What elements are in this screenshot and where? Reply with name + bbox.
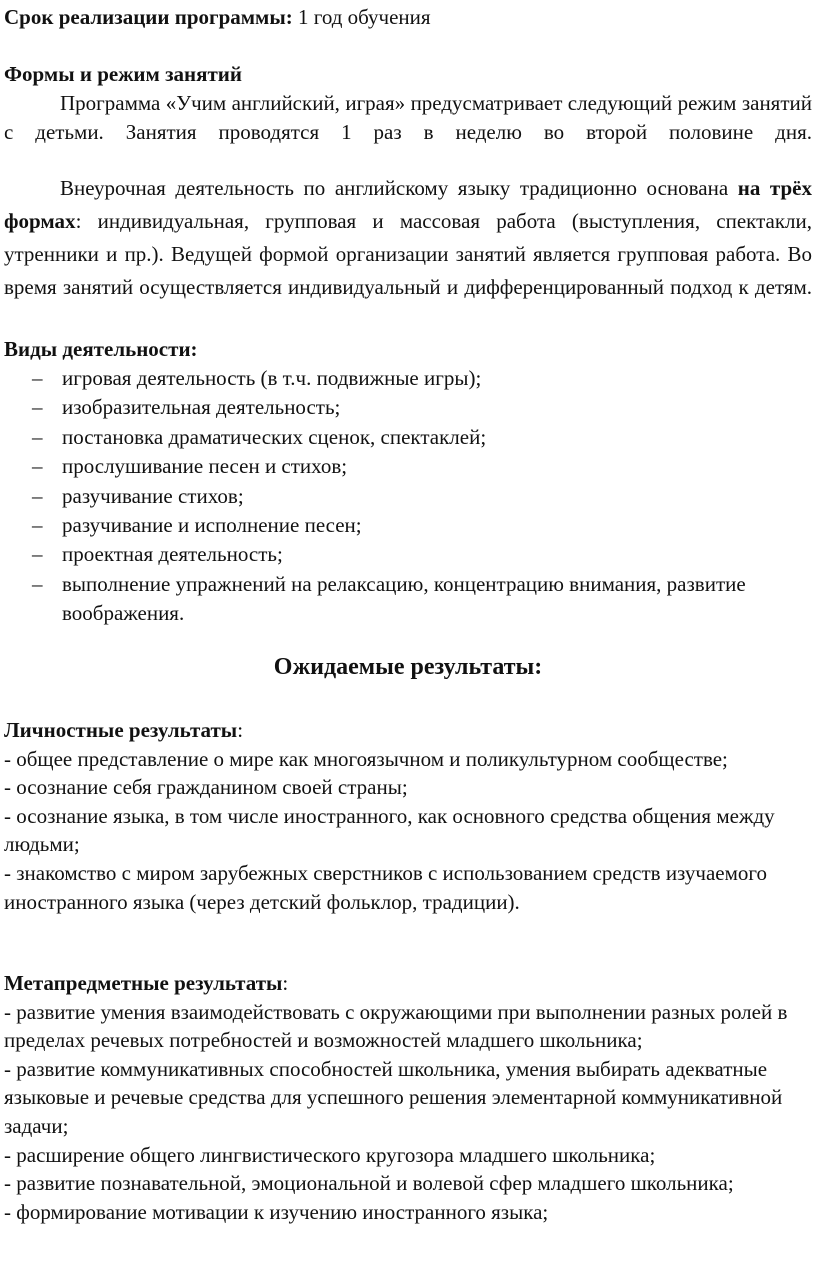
heading-colon: :	[282, 971, 289, 995]
extracurricular-paragraph	[4, 172, 812, 304]
dash-bullet-icon: –	[32, 571, 43, 596]
activity-item	[4, 423, 812, 452]
dash-bullet-icon: –	[32, 454, 43, 479]
personal-results-section	[4, 716, 812, 916]
activity-text: разучивание и исполнение песен;	[62, 513, 362, 538]
dash-bullet-icon: –	[32, 366, 43, 390]
meta-result-item: - развитие коммуникативных способностей школьника, умения выбирать адекватные языковые и речевые средства для успешного решения элементарной коммуникативной задачи;	[4, 1056, 783, 1138]
dash-bullet-icon: –	[32, 483, 43, 508]
personal-result-item: - осознание языка, в том числе иностранного, как основного средства общения между людьми;	[4, 803, 775, 857]
activity-item	[4, 540, 812, 569]
dash-bullet-icon: –	[32, 542, 43, 567]
expected-results-heading: Ожидаемые результаты:	[273, 654, 543, 680]
personal-result-item: - общее представление о мире как многоязычном и поликультурном сообществе;	[4, 746, 728, 771]
activity-text: проектная деятельность;	[62, 542, 283, 567]
activity-text: постановка драматических сценок, спектаклей;	[62, 424, 487, 449]
program-paragraph-text: Программа «Учим английский, играя» предусматривает следующий режим занятий с детьми. Занятия проводятся 1 раз в неделю во второй половине дня.	[4, 91, 812, 144]
meta-results-section	[4, 969, 812, 1226]
meta-result-item: - развитие умения взаимодействовать с окружающими при выполнении разных ролей в пределах речевых потребностей и возможностей младшего школьника;	[4, 999, 788, 1053]
activity-text: изобразительная деятельность;	[62, 395, 341, 420]
program-paragraph	[4, 89, 812, 147]
extracurricular-text-end: : индивидуальная, групповая и массовая работа (выступления, спектакли, утренники и пр.). Ведущей формой организации занятий является групповая работа. Во время занятий осуществляется индивидуальный и дифференцированный подход к детям.	[4, 209, 812, 299]
activity-item	[4, 393, 812, 422]
activity-item	[4, 452, 812, 481]
dash-bullet-icon: –	[32, 513, 43, 538]
activity-item	[4, 570, 812, 629]
meta-results-heading: Метапредметные результаты	[4, 971, 283, 995]
meta-result-item: - формирование мотивации к изучению иностранного языка;	[4, 1199, 549, 1224]
meta-result-item: - расширение общего лингвистического кругозора младшего школьника;	[4, 1142, 656, 1167]
forms-heading: Формы и режим занятий	[4, 62, 242, 86]
dash-bullet-icon: –	[32, 395, 43, 420]
personal-results-heading: Личностные результаты	[4, 718, 238, 742]
extracurricular-text-start: Внеурочная деятельность по английскому языку традиционно основана	[60, 176, 738, 200]
dash-bullet-icon: –	[32, 424, 43, 449]
heading-colon: :	[237, 718, 244, 742]
activity-item	[4, 482, 812, 511]
personal-result-item: - осознание себя гражданином своей страны;	[4, 775, 408, 800]
activity-item	[4, 364, 812, 393]
extracurricular-bold-text: на трёх формах	[4, 176, 813, 233]
program-term-value: 1 год обучения	[292, 5, 431, 29]
activities-list	[4, 364, 812, 629]
activity-text: прослушивание песен и стихов;	[62, 454, 348, 479]
program-term-label: Срок реализации программы:	[4, 5, 293, 29]
meta-results-heading-line	[4, 969, 812, 998]
activity-item	[4, 511, 812, 540]
activity-text: разучивание стихов;	[62, 483, 244, 508]
activity-text: выполнение упражнений на релаксацию, концентрацию внимания, развитие воображения.	[62, 571, 746, 626]
personal-result-item: - знакомство с миром зарубежных сверстников с использованием средств изучаемого иностранного языка (через детский фольклор, традиции).	[4, 860, 767, 914]
activity-text: игровая деятельность (в т.ч. подвижные игры);	[62, 366, 482, 390]
meta-result-item: - развитие познавательной, эмоциональной и волевой сфер младшего школьника;	[4, 1171, 734, 1196]
program-term-line	[4, 4, 812, 31]
personal-results-heading-line	[4, 716, 812, 745]
activities-heading: Виды деятельности:	[4, 337, 198, 361]
